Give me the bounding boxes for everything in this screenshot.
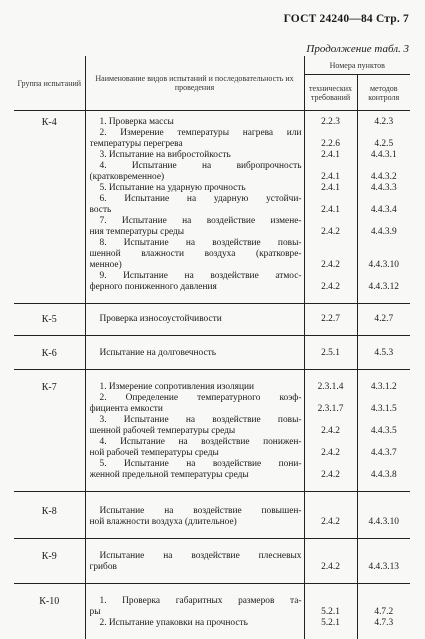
tech-clause: 2.4.2 [305,448,357,459]
test-name-line: 9. Испытание на воздействие атмос- [90,271,302,282]
test-name-line: Проверка износоустойчивости [90,314,302,325]
method-clause: 4.4.3.10 [358,517,411,528]
test-name-cell [85,492,304,539]
tech-clause: 2.3.1.4 [305,382,357,393]
test-name-line: грибов [90,562,302,573]
method-clause [358,216,411,227]
tech-clause: 2.4.1 [305,183,357,194]
tech-clause [305,194,357,205]
group-code-cell [14,304,85,336]
tech-clause [305,161,357,172]
method-clause [358,194,411,205]
tech-clause: 5.2.1 [305,618,357,629]
tech-clause [305,506,357,517]
group-code: К-5 [42,314,57,325]
table-row [14,304,410,336]
test-name-line: Испытание на долговечность [90,348,302,359]
tech-clause: 2.3.1.7 [305,404,357,415]
tech-clause [305,437,357,448]
tech-clause: 2.4.1 [305,172,357,183]
method-clause-cell [357,584,410,639]
table-row [14,111,410,304]
tech-clause-cell [304,370,357,492]
test-name-cell [85,304,304,336]
method-clause-cell [357,492,410,539]
tech-clause [305,216,357,227]
method-clause: 4.4.3.12 [358,282,411,293]
method-clause: 4.4.3.3 [358,183,411,194]
tech-clause [305,249,357,260]
group-code-cell [14,370,85,492]
table-row [14,370,410,492]
test-name-line: женной предельной температуры среды [90,470,302,481]
test-name-cell [85,336,304,370]
group-code: К-8 [42,506,57,517]
col-header-clauses: Номера пунктов [304,56,410,75]
method-clause: 4.2.5 [358,139,411,150]
method-clause: 4.2.3 [358,117,411,128]
test-name-line: 2. Определение температурного коэф- [90,393,302,404]
tech-clause: 2.2.6 [305,139,357,150]
method-clause: 4.4.3.9 [358,227,411,238]
method-clause: 4.4.3.8 [358,470,411,481]
test-name-line: ферного пониженного давления [90,282,302,293]
group-code: К-9 [42,551,57,562]
tests-table [14,56,410,639]
test-name-line: 4. Испытание на воздействие понижен- [90,437,302,448]
test-name-line: шенной рабочей температуры среды [90,426,302,437]
method-clause [358,249,411,260]
group-code-cell [14,539,85,584]
tech-clause: 2.2.7 [305,314,357,325]
method-clause [358,596,411,607]
tech-clause: 2.4.1 [305,150,357,161]
method-clause [358,161,411,172]
tech-clause [305,415,357,426]
method-clause: 4.4.3.1 [358,150,411,161]
tech-clause [305,551,357,562]
table-row [14,584,410,639]
method-clause [358,128,411,139]
tech-clause [305,271,357,282]
tech-clause [305,128,357,139]
test-name-line: 8. Испытание на воздействие повы- [90,238,302,249]
group-code: К-4 [42,117,57,128]
test-name-line: Испытание на воздействие повышен- [90,506,302,517]
test-name-line: фициента емкости [90,404,302,415]
group-code: К-10 [39,596,59,607]
test-name-line: 1. Проверка массы [90,117,302,128]
test-name-line: ной влажности воздуха (длительное) [90,517,302,528]
page-header: ГОСТ 24240—84 Стр. 7 [284,13,409,25]
test-name-line: менное) [90,260,302,271]
test-name-line: шенной влажности воздуха (кратковре- [90,249,302,260]
tech-clause: 2.4.2 [305,227,357,238]
test-name-line: 7. Испытание на воздействие измене- [90,216,302,227]
tech-clause: 2.4.2 [305,470,357,481]
tech-clause-cell [304,111,357,304]
tech-clause-cell [304,304,357,336]
col-header-group: Группа испытаний [14,56,85,111]
method-clause: 4.4.3.4 [358,205,411,216]
test-name-cell [85,584,304,639]
group-code: К-7 [42,382,57,393]
group-code: К-6 [42,348,57,359]
test-name-line: 3. Испытание на воздействие повы- [90,415,302,426]
tech-clause-cell [304,492,357,539]
method-clause: 4.3.1.2 [358,382,411,393]
group-code-cell [14,492,85,539]
tech-clause [305,459,357,470]
method-clause-cell [357,539,410,584]
test-name-line: 2. Измерение температуры нагрева или [90,128,302,139]
test-name-cell [85,539,304,584]
test-name-cell [85,111,304,304]
tech-clause: 2.4.2 [305,517,357,528]
group-code-cell [14,336,85,370]
test-name-line: 4. Испытание на вибропрочность [90,161,302,172]
test-name-line: ной рабочей температуры среды [90,448,302,459]
method-clause [358,393,411,404]
method-clause: 4.2.7 [358,314,411,325]
method-clause-cell [357,336,410,370]
continuation-label: Продолжение табл. 3 [306,43,409,55]
col-header-tech: технических требований [304,75,357,111]
tech-clause: 2.2.3 [305,117,357,128]
col-header-methods: методов контроля [357,75,410,111]
tech-clause: 2.4.2 [305,282,357,293]
method-clause: 4.3.1.5 [358,404,411,415]
method-clause [358,238,411,249]
method-clause-cell [357,370,410,492]
test-name-line: 1. Измерение сопротивления изоляции [90,382,302,393]
tech-clause [305,393,357,404]
method-clause-cell [357,304,410,336]
method-clause: 4.4.3.7 [358,448,411,459]
method-clause: 4.4.3.13 [358,562,411,573]
test-name-line: 5. Испытание на ударную прочность [90,183,302,194]
test-name-line: 3. Испытание на вибростойкость [90,150,302,161]
method-clause [358,551,411,562]
test-name-line: температуры перегрева [90,139,302,150]
method-clause [358,437,411,448]
tech-clause-cell [304,336,357,370]
tech-clause-cell [304,539,357,584]
method-clause: 4.4.3.5 [358,426,411,437]
tech-clause [305,596,357,607]
test-name-line: 1. Проверка габаритных размеров та- [90,596,302,607]
test-name-line: 6. Испытание на ударную устойчи- [90,194,302,205]
method-clause: 4.4.3.10 [358,260,411,271]
tech-clause: 2.5.1 [305,348,357,359]
table-row [14,492,410,539]
method-clause: 4.7.3 [358,618,411,629]
col-header-name: Наименование видов испытаний и последовательность их проведения [85,56,304,111]
tech-clause-cell [304,584,357,639]
test-name-line: ры [90,607,302,618]
method-clause [358,506,411,517]
method-clause [358,459,411,470]
tech-clause: 2.4.2 [305,426,357,437]
test-name-cell [85,370,304,492]
method-clause [358,271,411,282]
method-clause: 4.4.3.2 [358,172,411,183]
test-name-line: (кратковременное) [90,172,302,183]
tech-clause: 2.4.2 [305,260,357,271]
tech-clause: 2.4.2 [305,562,357,573]
method-clause [358,415,411,426]
method-clause-cell [357,111,410,304]
test-name-line: вость [90,205,302,216]
test-name-line: ния температуры среды [90,227,302,238]
method-clause: 4.5.3 [358,348,411,359]
group-code-cell [14,111,85,304]
tech-clause: 2.4.1 [305,205,357,216]
group-code-cell [14,584,85,639]
tech-clause [305,238,357,249]
test-name-line: 2. Испытание упаковки на прочность [90,618,302,629]
table-row [14,336,410,370]
method-clause: 4.7.2 [358,607,411,618]
test-name-line: 5. Испытание на воздействие пони- [90,459,302,470]
tech-clause: 5.2.1 [305,607,357,618]
table-row [14,539,410,584]
test-name-line: Испытание на воздействие плесневых [90,551,302,562]
